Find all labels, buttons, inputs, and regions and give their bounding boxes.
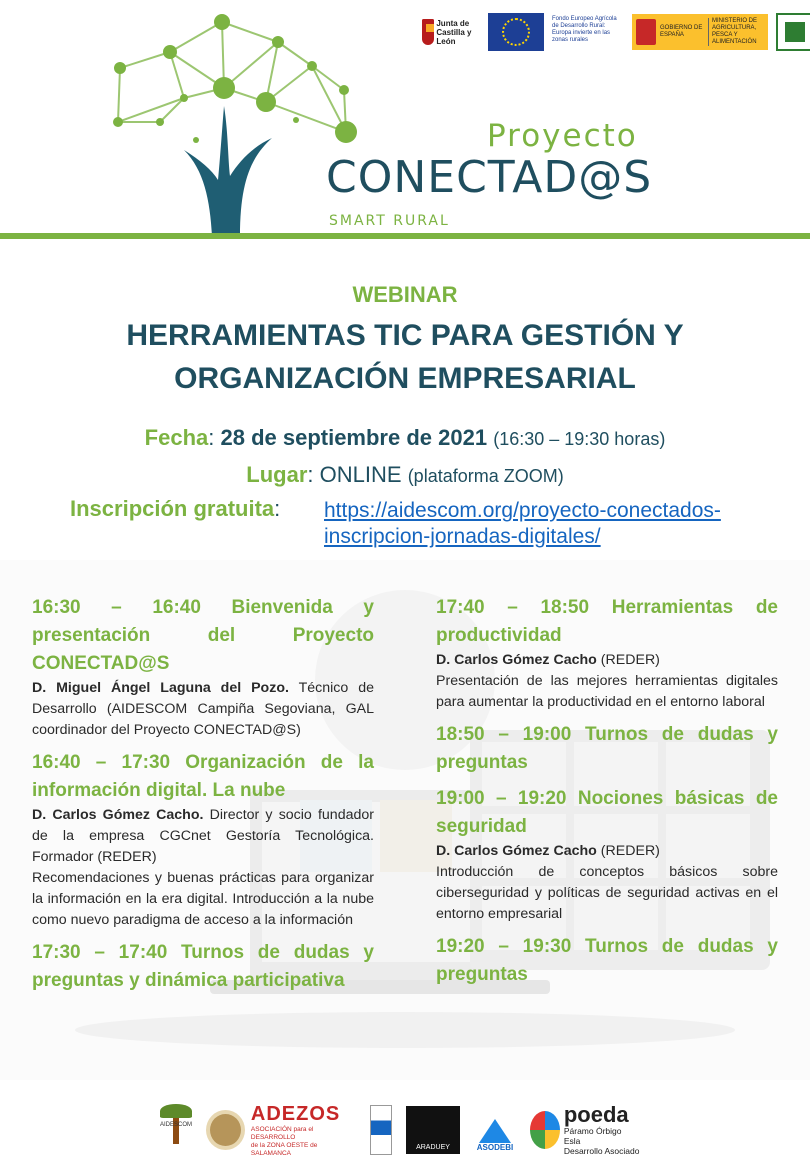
agenda-item-title: 18:50 – 19:00 Turnos de dudas y preguntas <box>436 724 778 773</box>
poeda-sub-line2: Desarrollo Asociado <box>563 1146 640 1156</box>
agenda-item-title: 19:00 – 19:20 Nociones básicas de seguridad <box>436 788 778 837</box>
ministerio-text: MINISTERIO DE AGRICULTURA, PESCA Y ALIMENTACIÓN <box>708 18 764 46</box>
fecha-hours: (16:30 – 19:30 horas) <box>493 429 666 449</box>
lugar-label: Lugar <box>246 462 308 487</box>
agenda-item-title: 17:40 – 18:50 Herramientas de productividad <box>436 597 778 646</box>
agenda-item-title: 16:30 – 16:40 Bienvenida y presentación del Proyecto CONECTAD@S <box>32 597 374 674</box>
partner-logos <box>422 12 810 52</box>
footer-logos <box>160 1100 680 1160</box>
araduey-logo <box>406 1106 460 1154</box>
aidescom-logo <box>160 1104 192 1156</box>
inscripcion-link-line2[interactable]: inscripcion-jornadas-digitales/ <box>324 525 601 548</box>
fecha-value: 28 de septiembre de 2021 <box>220 425 488 450</box>
crest-icon <box>636 19 656 45</box>
adezos-sub-line1: ASOCIACIÓN para el DESARROLLO <box>250 1125 314 1141</box>
header <box>0 0 810 242</box>
agenda-item-speaker-desc: (REDER) <box>600 652 660 668</box>
feader-text: Fondo Europeo Agrícola de Desarrollo Rural: Europa invierte en las zonas rurales <box>552 16 617 43</box>
adezos-sub-line2: de la ZONA OESTE de SALAMANCA <box>250 1141 318 1157</box>
leader-logo <box>776 13 810 51</box>
jcyl-line1: Junta de <box>436 18 470 28</box>
agenda-item <box>436 785 778 925</box>
inscripcion-link-line1[interactable]: https://aidescom.org/proyecto-conectados- <box>324 499 721 522</box>
shield-icon <box>422 19 434 45</box>
inscripcion-label: Inscripción gratuita <box>70 496 275 521</box>
agenda-item-speaker-block <box>436 650 778 671</box>
agenda-item-speaker: D. Carlos Gómez Cacho. <box>32 807 204 823</box>
agenda-item <box>32 594 374 741</box>
jcyl-line2: Castilla y León <box>436 27 472 46</box>
poeda-name: poeda <box>563 1102 629 1127</box>
project-subtitle: SMART RURAL <box>329 213 450 229</box>
agenda-item <box>32 749 374 931</box>
agenda-item-description: Recomendaciones y buenas prácticas para organizar la información en la era digital. Introducción a la nube como nuevo paradigma de acceso a la información <box>32 870 374 928</box>
agenda-item <box>436 594 778 713</box>
asodebi-label: ASODEBI <box>476 1143 514 1152</box>
fecha-label: Fecha <box>144 425 209 450</box>
eu-stars-icon <box>502 18 530 46</box>
adezos-disc-icon <box>206 1110 245 1150</box>
event-title-line1: HERRAMIENTAS TIC PARA GESTIÓN Y <box>126 319 684 352</box>
event-type: WEBINAR <box>352 282 458 307</box>
adri-logo <box>370 1105 392 1155</box>
junta-castilla-leon-logo <box>422 12 480 52</box>
agenda-item-speaker-block <box>32 805 374 868</box>
agenda-item-speaker-desc: Director y socio fundador de la empresa CGCnet Gestoría Tecnológica. Formador (REDER) <box>32 807 374 865</box>
poeda-logo <box>530 1102 640 1156</box>
project-word: Proyecto <box>487 118 638 154</box>
lugar-detail: (plataforma ZOOM) <box>407 466 564 486</box>
adezos-name: ADEZOS <box>250 1102 341 1125</box>
gobierno-text: GOBIERNO DE ESPAÑA <box>660 25 703 38</box>
inscripcion-row: Inscripción gratuita: <box>70 496 281 521</box>
adezos-logo <box>206 1102 356 1157</box>
agenda-item <box>436 721 778 777</box>
agenda-item-description: Presentación de las mejores herramientas digitales para aumentar la productividad en el entorno laboral <box>436 673 778 710</box>
agenda-right-column <box>436 594 778 997</box>
aidescom-label: AIDESCOM <box>160 1122 193 1128</box>
agenda-left-column <box>32 594 374 1003</box>
agenda-item <box>436 933 778 989</box>
eu-flag-logo <box>488 13 544 51</box>
araduey-label: ARADUEY <box>416 1144 450 1151</box>
asodebi-logo <box>474 1108 516 1152</box>
agenda-item-description: Introducción de conceptos básicos sobre ciberseguridad y políticas de seguridad activas en el entorno empresarial <box>436 864 778 922</box>
header-divider <box>0 233 810 239</box>
agenda-item-title: 19:20 – 19:30 Turnos de dudas y preguntas <box>436 936 778 985</box>
agenda-item-title: 16:40 – 17:30 Organización de la información digital. La nube <box>32 752 374 801</box>
lugar-value: ONLINE <box>319 462 402 487</box>
agenda-item-speaker-desc: (REDER) <box>600 843 660 859</box>
agenda-item-speaker-desc: Técnico de Desarrollo (AIDESCOM Campiña Segoviana, GAL coordinador del Proyecto CONECTAD@S) <box>32 680 374 738</box>
lugar-row: Lugar: ONLINE (plataforma ZOOM) <box>246 462 564 487</box>
agenda-item-speaker: D. Carlos Gómez Cacho <box>436 843 597 859</box>
agenda-item-speaker-block <box>32 678 374 741</box>
agenda-item-speaker-block <box>436 841 778 862</box>
poeda-mark-icon <box>530 1111 560 1149</box>
inscripcion-link[interactable] <box>324 498 764 550</box>
event-title-line2: ORGANIZACIÓN EMPRESARIAL <box>174 362 636 395</box>
tree-icon <box>173 1114 179 1144</box>
agenda-item-speaker: D. Carlos Gómez Cacho <box>436 652 597 668</box>
agenda-item-title: 17:30 – 17:40 Turnos de dudas y preguntas y dinámica participativa <box>32 942 374 991</box>
agenda-item-speaker: D. Miguel Ángel Laguna del Pozo. <box>32 680 289 696</box>
poeda-sub-line1: Páramo Órbigo Esla <box>563 1126 622 1146</box>
asodebi-mark-icon <box>479 1119 511 1143</box>
agenda-item <box>32 939 374 995</box>
fecha-row: Fecha: 28 de septiembre de 2021 (16:30 – 19:30 horas) <box>144 425 666 450</box>
project-name: CONECTAD@S <box>326 152 653 203</box>
gobierno-espana-logo <box>632 14 768 50</box>
event-title <box>0 314 810 400</box>
